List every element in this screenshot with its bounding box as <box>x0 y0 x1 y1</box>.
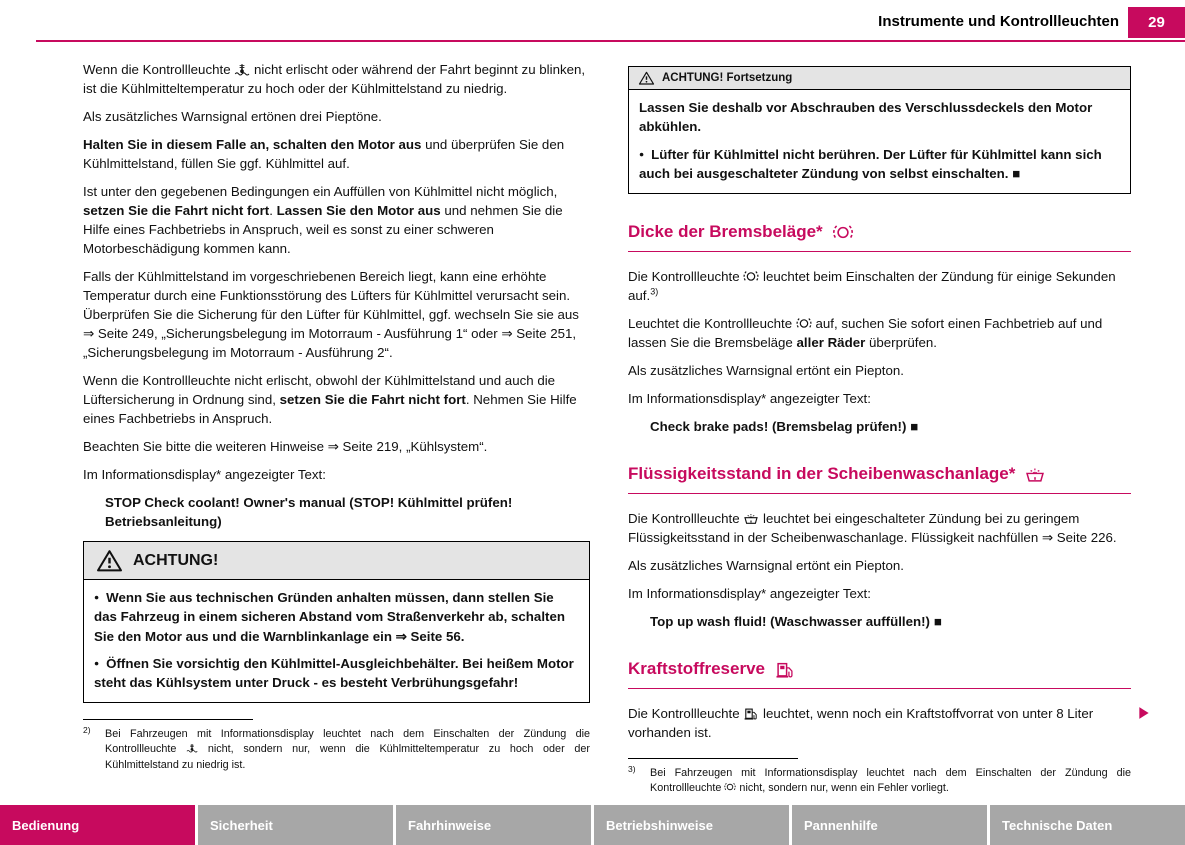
warning-triangle-icon <box>638 71 655 85</box>
footer-nav <box>0 805 1185 845</box>
footnote <box>628 766 1131 796</box>
footer-tab-bedienung: Bedienung <box>0 805 195 845</box>
footnote-text: Bei Fahrzeugen mit Informationsdisplay leuchtet nach dem Einschalten der Zündung die Kontrollleuchte nicht, sondern nur, wenn die Kühlmitteltemperatur zu hoch oder der Kühlmittelstand zu niedrig ist. <box>105 728 590 771</box>
warning-paragraph: Lassen Sie deshalb vor Abschrauben des Verschlussdeckels den Motor abkühlen. <box>639 100 1093 135</box>
footer-tab-technische-daten: Technische Daten <box>990 805 1185 845</box>
warning-box-body <box>629 90 1130 193</box>
paragraph: Als zusätzliches Warnsignal ertönt ein Piepton. <box>628 558 904 574</box>
right-column <box>628 60 1131 796</box>
header-rule <box>36 40 1185 42</box>
brake-pads-icon <box>724 782 736 792</box>
paragraph: Beachten Sie bitte die weiteren Hinweise ⇒ Seite 219, „Kühlsystem“. <box>83 439 488 454</box>
footnote-rule <box>83 719 253 720</box>
fuel-pump-icon <box>774 661 796 678</box>
paragraph: Als zusätzliches Warnsignal ertönen drei Pieptöne. <box>83 109 382 124</box>
warning-triangle-icon <box>96 549 123 572</box>
section-title: Kraftstoffreserve <box>628 659 765 679</box>
warning-item: ● Lüfter für Kühlmittel nicht berühren. Der Lüfter für Kühlmittel kann sich auch bei ausgeschalteter Zündung von selbst einschalten. ■ <box>639 145 1120 184</box>
footer-tab-sicherheit: Sicherheit <box>198 805 393 845</box>
page-number-badge: 29 <box>1128 7 1185 38</box>
washer-fluid-icon <box>743 512 759 525</box>
coolant-temperature-icon <box>234 63 250 76</box>
warning-box-body <box>84 580 589 702</box>
footnote-marker: 2) <box>83 725 91 736</box>
footnote-marker: 3) <box>628 764 636 775</box>
paragraph: Wenn die Kontrollleuchte nicht erlischt, obwohl der Kühlmittelstand und auch die Lüftersicherung in Ordnung sind, setzen Sie die Fahrt nicht fort. Nehmen Sie Hilfe eines Fachbetriebs in Anspruch. <box>83 373 577 426</box>
footnote <box>83 727 590 772</box>
paragraph: Ist unter den gegebenen Bedingungen ein Auffüllen von Kühlmittel nicht möglich, setzen Sie die Fahrt nicht fort. Lassen Sie den Motor aus und nehmen Sie die Hilfe eines Fachbetriebs in Anspruch, weil es sonst zu einer schweren Motorbeschädigung kommen kann. <box>83 184 563 256</box>
paragraph: Wenn die Kontrollleuchte nicht erlischt oder während der Fahrt beginnt zu blinken, ist die Kühlmitteltemperatur zu hoch oder der Kühlmittelstand zu niedrig. <box>83 62 586 96</box>
section-title: Dicke der Bremsbeläge* <box>628 222 823 242</box>
section-title: Flüssigkeitsstand in der Scheibenwaschanlage* <box>628 464 1016 484</box>
display-message: Top up wash fluid! (Waschwasser auffüllen!) ■ <box>650 614 942 630</box>
warning-item: ● Öffnen Sie vorsichtig den Kühlmittel-Ausgleichbehälter. Bei heißem Motor steht das Kühlsystem unter Druck - es besteht Verbrühungsgefahr! <box>94 654 579 693</box>
paragraph: Leuchtet die Kontrollleuchte auf, suchen Sie sofort einen Fachbetrieb auf und lassen Sie die Bremsbeläge aller Räder überprüfen. <box>628 316 1103 351</box>
footer-tab-betriebshinweise: Betriebshinweise <box>594 805 789 845</box>
paragraph: Im Informationsdisplay* angezeigter Text: <box>628 586 871 602</box>
washer-fluid-icon <box>1024 466 1046 483</box>
paragraph: Als zusätzliches Warnsignal ertönt ein Piepton. <box>628 363 904 379</box>
display-message: STOP Check coolant! Owner's manual (STOP! Kühlmittel prüfen! Betriebsanleitung) <box>105 495 513 529</box>
footer-tab-fahrhinweise: Fahrhinweise <box>396 805 591 845</box>
brake-pads-icon <box>796 317 812 330</box>
section-heading-bremsbelaege <box>628 222 1131 252</box>
warning-box-header <box>84 542 589 580</box>
warning-item: ● Wenn Sie aus technischen Gründen anhalten müssen, dann stellen Sie das Fahrzeug in einem sicheren Abstand vom Straßenverkehr ab, schalten Sie den Motor aus und die Warnblinkanlage ein ⇒ Seite 56. <box>94 588 579 646</box>
footer-tab-pannenhilfe: Pannenhilfe <box>792 805 987 845</box>
coolant-temperature-icon <box>186 743 198 753</box>
paragraph: Im Informationsdisplay* angezeigter Text: <box>628 391 871 407</box>
paragraph: Falls der Kühlmittelstand im vorgeschriebenen Bereich liegt, kann eine erhöhte Temperatur durch eine Funktionsstörung des Lüfters für Kühlmittel verursacht sein. Überprüfen Sie die Sicherung für den Lüfter für Kühlmittel, ggf. wechseln Sie sie aus ⇒ Seite 249, „Sicherungsbelegung im Motorraum - Ausführung 1“ oder ⇒ Seite 251, „Sicherungsbelegung im Motorraum - Ausführung 2“. <box>83 269 579 360</box>
brake-pads-icon <box>832 224 854 241</box>
warning-box-title: ACHTUNG! Fortsetzung <box>662 72 793 84</box>
paragraph: Die Kontrollleuchte leuchtet, wenn noch ein Kraftstoffvorrat von unter 8 Liter vorhanden ist. <box>628 706 1094 741</box>
paragraph: Im Informationsdisplay* angezeigter Text: <box>83 467 326 482</box>
display-message: Check brake pads! (Bremsbelag prüfen!) ■ <box>650 419 919 435</box>
paragraph: Die Kontrollleuchte leuchtet bei eingeschalteter Zündung bei zu geringem Flüssigkeitsstand in der Scheibenwaschanlage. Flüssigkeit nachfüllen ⇒ Seite 226. <box>628 511 1117 546</box>
brake-pads-icon <box>743 270 759 283</box>
section-heading-kraftstoffreserve <box>628 659 1131 689</box>
warning-box-title: ACHTUNG! <box>133 551 219 569</box>
warning-continuation-box <box>628 66 1131 194</box>
fuel-pump-icon <box>743 707 759 720</box>
page-title: Instrumente und Kontrollleuchten <box>878 13 1119 30</box>
footnote-rule <box>628 758 798 759</box>
warning-box-header <box>629 67 1130 90</box>
warning-box <box>83 541 590 703</box>
paragraph: Die Kontrollleuchte leuchtet beim Einschalten der Zündung für einige Sekunden auf.$^{3)}$ <box>628 269 1116 304</box>
next-page-arrow-icon <box>1138 706 1150 720</box>
left-column <box>83 60 590 773</box>
section-heading-scheibenwaschanlage <box>628 464 1131 494</box>
paragraph: Halten Sie in diesem Falle an, schalten den Motor aus und überprüfen Sie den Kühlmittelstand, füllen Sie ggf. Kühlmittel auf. <box>83 137 565 171</box>
footnote-text: Bei Fahrzeugen mit Informationsdisplay leuchtet nach dem Einschalten der Zündung die Kontrollleuchte nicht, sondern nur, wenn ein Fehler vorliegt. <box>650 767 1131 795</box>
